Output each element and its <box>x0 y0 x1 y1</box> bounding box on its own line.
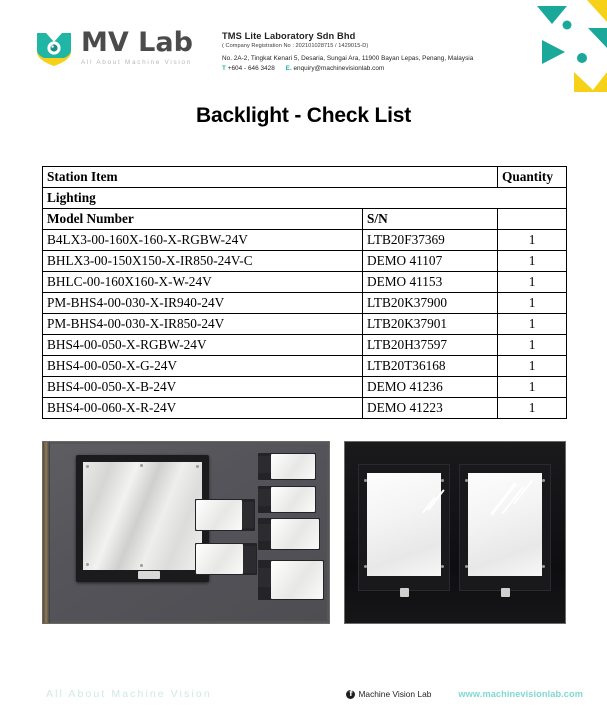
cell-quantity: 1 <box>498 398 567 419</box>
company-name: TMS Lite Laboratory Sdn Bhd <box>222 31 356 41</box>
mv-lab-eye-logo-icon <box>34 28 74 68</box>
table-row <box>43 293 567 314</box>
phone-number: +604 - 646 3428 <box>227 65 275 72</box>
table-row <box>43 377 567 398</box>
cell-sn: LTB20H37597 <box>363 335 498 356</box>
cell-quantity: 1 <box>498 356 567 377</box>
cell-sn: DEMO 41223 <box>363 398 498 419</box>
cell-quantity: 1 <box>498 314 567 335</box>
table-row <box>43 398 567 419</box>
header-quantity: Quantity <box>498 167 567 188</box>
backlight-panel-right <box>459 464 551 591</box>
page-footer <box>0 688 607 700</box>
header-station-item: Station Item <box>43 167 498 188</box>
table-section-row <box>43 188 567 209</box>
photo-backlight-panels-in-foam-case <box>42 441 330 624</box>
cell-quantity: 1 <box>498 230 567 251</box>
facebook-icon[interactable]: f <box>346 690 355 699</box>
facebook-page-label[interactable]: Machine Vision Lab <box>358 689 432 699</box>
case-edge <box>43 442 50 623</box>
company-address: No. 2A-2, Tingkat Kenari 5, Desaria, Sungai Ara, 11900 Bayan Lepas, Penang, Malaysia <box>222 55 474 62</box>
cell-quantity: 1 <box>498 335 567 356</box>
section-lighting: Lighting <box>43 188 567 209</box>
website-link[interactable]: www.machinevisionlab.com <box>458 689 583 699</box>
cell-quantity: 1 <box>498 272 567 293</box>
page-header <box>0 0 607 88</box>
cell-model-number: B4LX3-00-160X-160-X-RGBW-24V <box>43 230 363 251</box>
table-row <box>43 251 567 272</box>
checklist-table-wrapper <box>42 166 566 419</box>
email-label: E. <box>285 65 292 72</box>
cell-quantity: 1 <box>498 377 567 398</box>
cell-sn: DEMO 41153 <box>363 272 498 293</box>
table-row <box>43 272 567 293</box>
company-registration: ( Company Registration No : 202101028715 / 1429015-D) <box>222 43 369 49</box>
cell-sn: LTB20T36168 <box>363 356 498 377</box>
cell-model-number: BHLC-00-160X160-X-W-24V <box>43 272 363 293</box>
cell-sn: DEMO 41236 <box>363 377 498 398</box>
backlight-panel-left <box>358 464 450 591</box>
large-backlight-panel <box>76 455 209 582</box>
cell-sn: DEMO 41107 <box>363 251 498 272</box>
footer-links <box>346 689 583 699</box>
logo-tagline: All About Machine Vision <box>81 59 193 66</box>
header-decoration <box>510 0 607 92</box>
page-title: Backlight - Check List <box>196 104 411 127</box>
subheader-model-number: Model Number <box>43 209 363 230</box>
cell-quantity: 1 <box>498 251 567 272</box>
cell-model-number: BHS4-00-050-X-RGBW-24V <box>43 335 363 356</box>
cell-model-number: BHS4-00-060-X-R-24V <box>43 398 363 419</box>
table-row <box>43 335 567 356</box>
table-row <box>43 314 567 335</box>
cell-sn: LTB20K37901 <box>363 314 498 335</box>
cell-sn: LTB20K37900 <box>363 293 498 314</box>
phone-label: T <box>222 65 226 72</box>
photo-gallery <box>42 441 566 624</box>
cell-model-number: PM-BHS4-00-030-X-IR940-24V <box>43 293 363 314</box>
cell-sn: LTB20F37369 <box>363 230 498 251</box>
table-row <box>43 356 567 377</box>
cell-model-number: PM-BHS4-00-030-X-IR850-24V <box>43 314 363 335</box>
table-row <box>43 230 567 251</box>
logo-title: MV Lab <box>81 27 193 58</box>
cell-quantity: 1 <box>498 293 567 314</box>
company-contact <box>222 65 512 72</box>
cell-model-number: BHS4-00-050-X-G-24V <box>43 356 363 377</box>
brand-logo <box>34 28 193 68</box>
photo-two-square-backlight-panels <box>344 441 566 624</box>
email-address: enquiry@machinevisionlab.com <box>293 65 385 72</box>
cell-model-number: BHLX3-00-150X150-X-IR850-24V-C <box>43 251 363 272</box>
subheader-sn: S/N <box>363 209 498 230</box>
subheader-qty <box>498 209 567 230</box>
table-subheader-row <box>43 209 567 230</box>
table-header-row <box>43 167 567 188</box>
cell-model-number: BHS4-00-050-X-B-24V <box>43 377 363 398</box>
footer-tagline: All About Machine Vision <box>46 688 212 700</box>
company-info <box>222 31 512 72</box>
checklist-table <box>42 166 567 419</box>
